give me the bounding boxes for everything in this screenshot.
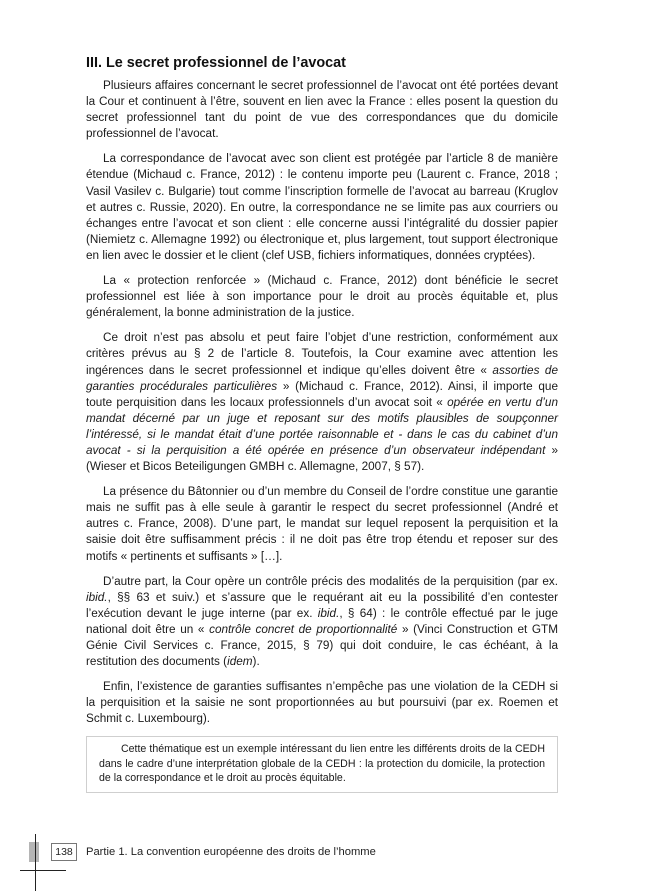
paragraph	[86, 78, 558, 142]
paragraph	[86, 484, 558, 564]
page-content	[86, 54, 558, 793]
paragraph	[86, 151, 558, 264]
note-box-text: Cette thématique est un exemple intéressant du lien entre les différents droits de la CEDH dans le cadre d’une interprétation globale de la CEDH : la protection du domicile, la protection de la correspondance et le droit au procès équitable.	[99, 743, 545, 785]
italic-text: idem	[227, 655, 253, 669]
paragraph	[86, 574, 558, 671]
text-segment: D’autre part, la Cour opère un contrôle précis des modalités de la perquisition (par ex.	[103, 574, 558, 588]
paragraph	[86, 330, 558, 475]
section-title: III. Le secret professionnel de l’avocat	[86, 55, 346, 71]
text-segment: Enfin, l’existence de garanties suffisantes n’empêche pas une violation de la CEDH si la perquisition et la saisie ne sont proportionnées au but poursuivi (par ex. Roemen et Schmit c. Luxembourg).	[86, 680, 558, 726]
italic-text: opérée en vertu d’un mandat décerné par un juge et reposant sur des motifs plausibles de soupçonner l’intéressé, si le mandat était d’une portée raisonnable et - dans le cas du cabinet d’un avocat - si la perquisition a été opérée en présence d’un observateur indépendant	[86, 395, 558, 457]
italic-text: ibid.	[86, 590, 108, 604]
note-box	[86, 736, 558, 792]
text-segment: La présence du Bâtonnier ou d’un membre du Conseil de l’ordre constitue une garantie mais ne suffit pas à elle seule à garantir le respect du secret professionnel (André et autres c. France, 2008). D’une part, le mandat sur lequel reposent la perquisition et la saisie doit être suffisamment précis : il ne doit pas être trop étendu et reposer sur des motifs « pertinents et suffisants » […].	[86, 485, 558, 563]
running-title: Partie 1. La convention européenne des droits de l’homme	[86, 846, 376, 858]
text-segment: Ce droit n’est pas absolu et peut faire l’objet d’une restriction, conformément aux critères prévus au § 2 de l’article 8. Toutefois, la Cour examine avec attention les ingérences dans le secret professionnel et indique qu’elles doivent être «	[86, 331, 558, 377]
italic-text: assorties de garanties procédurales particulières	[86, 363, 558, 393]
crop-mark-block	[29, 842, 39, 862]
text-segment: » (Wieser et Bicos Beteiligungen GMBH c. Allemagne, 2007, § 57).	[86, 443, 558, 474]
text-segment: La correspondance de l’avocat avec son client est protégée par l’article 8 de manière étendue (Michaud c. France, 2012) : le contenu importe peu (Laurent c. France, 2018 ; Vasil Vasilev c. Bulgarie) tout comme l’inscription formelle de l’avocat au barreau (Kruglov et autres c. Russie, 2020). En outre, la correspondance ne se limite pas aux courriers ou échanges entre l’avocat et son client : elle concerne aussi l’intégralité du dossier papier (Niemietz c. Allemagne 1992) ou électronique et, plus largement, tout support électronique en lien avec le dossier et le client (clef USB, fichiers informatiques, données cryptées).	[86, 152, 558, 262]
text-segment: , § 64) : le contrôle effectué par le juge national doit être un «	[86, 606, 558, 636]
text-segment: , §§ 63 et suiv.) et s’assure que le requérant ait eu la possibilité d’en contester l’exécution devant le juge interne (par ex.	[86, 590, 558, 620]
italic-text: ibid.	[317, 606, 340, 620]
paragraph	[86, 679, 558, 727]
paragraph	[86, 273, 558, 321]
page-number: 138	[51, 843, 77, 861]
italic-text: contrôle concret de proportionnalité	[209, 622, 398, 636]
crop-mark-vertical	[35, 834, 36, 891]
text-segment: ).	[252, 655, 260, 669]
body-text	[86, 78, 558, 727]
text-segment: » (Vinci Construction et GTM Génie Civil Services c. France, 2015, § 79) qui doit conduire, le cas échéant, à la restitution des documents (	[86, 622, 558, 669]
crop-mark-horizontal	[20, 870, 66, 871]
text-segment: » (Michaud c. France, 2012). Ainsi, il importe que toute perquisition dans les locaux professionnels d’un avocat soit «	[86, 379, 558, 409]
text-segment: Plusieurs affaires concernant le secret professionnel de l’avocat ont été portées devant la Cour et continuent à l’être, souvent en lien avec la France : elles posent la question du secret professionnel tant du point de vue des correspondances que du domicile professionnel de l’avocat.	[86, 79, 558, 141]
page-footer	[0, 834, 650, 891]
text-segment: La « protection renforcée » (Michaud c. France, 2012) dont bénéficie le secret professionnel est liée à son importance pour le droit au procès équitable et, plus généralement, la bonne administration de la justice.	[86, 274, 558, 320]
